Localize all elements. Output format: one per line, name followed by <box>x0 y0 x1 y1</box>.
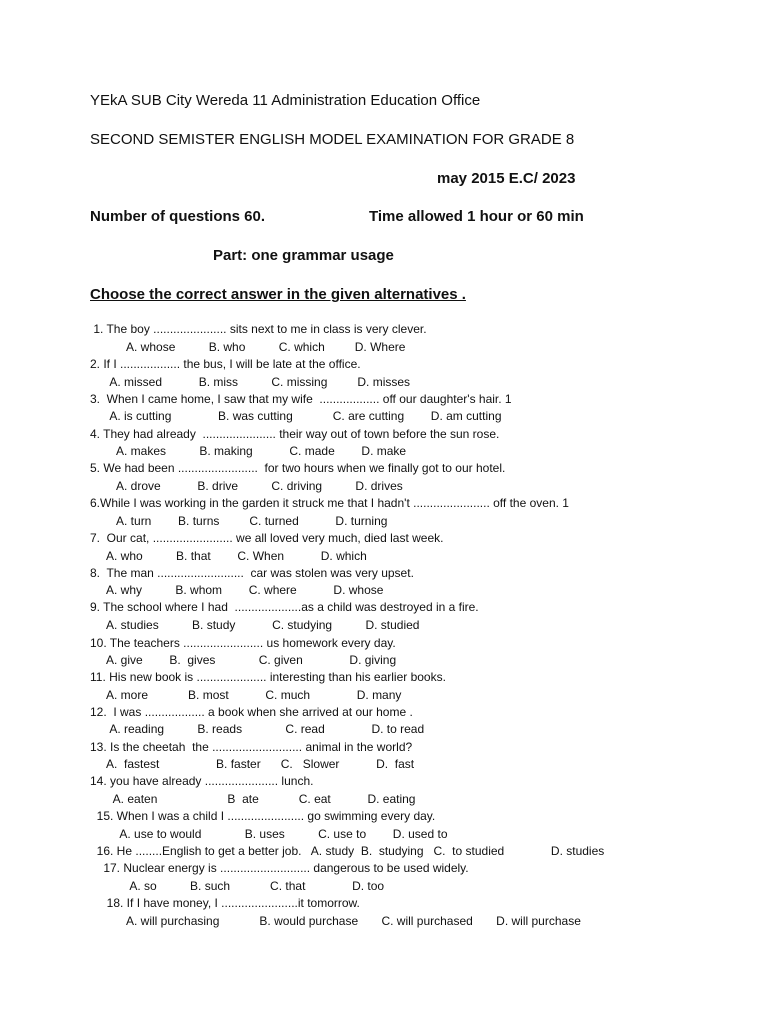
question-3: 3. When I came home, I saw that my wife .................. off our daughter's hair. 1 <box>90 392 512 406</box>
question-7-options: A. who B. that C. When D. which <box>90 549 367 563</box>
question-9: 9. The school where I had ....................as a child was destroyed in a fire. <box>90 600 479 614</box>
exam-title: SECOND SEMISTER ENGLISH MODEL EXAMINATION FOR GRADE 8 <box>90 131 575 148</box>
question-18: 18. If I have money, I .......................it tomorrow. <box>90 896 360 910</box>
question-16: 16. He ........English to get a better job. A. study B. studying C. to studied D. studies <box>90 844 605 858</box>
part-title: Part: one grammar usage <box>213 247 394 264</box>
question-2-options: A. missed B. miss C. missing D. misses <box>90 375 411 389</box>
question-4: 4. They had already ...................... their way out of town before the sun rose. <box>90 427 500 441</box>
question-9-options: A. studies B. study C. studying D. studied <box>90 618 420 632</box>
question-14: 14. you have already ...................... lunch. <box>90 774 314 788</box>
question-6: 6.While I was working in the garden it struck me that I hadn't ....................... off the oven. 1 <box>90 496 569 510</box>
question-15-options: A. use to would B. uses C. use to D. used to <box>90 827 448 841</box>
exam-date: may 2015 E.C/ 2023 <box>437 170 576 187</box>
question-17-options: A. so B. such C. that D. too <box>90 879 385 893</box>
question-5: 5. We had been ........................ for two hours when we finally got to our hotel. <box>90 461 506 475</box>
question-8-options: A. why B. whom C. where D. whose <box>90 583 384 597</box>
question-18-options: A. will purchasing B. would purchase C. will purchased D. will purchase <box>90 914 581 928</box>
question-4-options: A. makes B. making C. made D. make <box>90 444 407 458</box>
question-12: 12. I was .................. a book when she arrived at our home . <box>90 705 413 719</box>
question-2: 2. If I .................. the bus, I will be late at the office. <box>90 357 361 371</box>
question-1: 1. The boy ...................... sits next to me in class is very clever. <box>90 322 427 336</box>
question-5-options: A. drove B. drive C. driving D. drives <box>90 479 403 493</box>
question-11: 11. His new book is ..................... interesting than his earlier books. <box>90 670 446 684</box>
time-allowed: Time allowed 1 hour or 60 min <box>369 208 584 225</box>
question-14-options: A. eaten B ate C. eat D. eating <box>90 792 416 806</box>
instructions: Choose the correct answer in the given alternatives . <box>90 286 466 303</box>
question-1-options: A. whose B. who C. which D. Where <box>90 340 406 354</box>
question-3-options: A. is cutting B. was cutting C. are cutting D. am cutting <box>90 409 502 423</box>
question-13-options: A. fastest B. faster C. Slower D. fast <box>90 757 415 771</box>
question-17: 17. Nuclear energy is ........................... dangerous to be used widely. <box>90 861 469 875</box>
question-12-options: A. reading B. reads C. read D. to read <box>90 722 425 736</box>
office-header: YEkA SUB City Wereda 11 Administration Education Office <box>90 92 481 109</box>
question-13: 13. Is the cheetah the ........................... animal in the world? <box>90 740 413 754</box>
question-6-options: A. turn B. turns C. turned D. turning <box>90 514 388 528</box>
question-8: 8. The man .......................... car was stolen was very upset. <box>90 566 414 580</box>
question-11-options: A. more B. most C. much D. many <box>90 688 402 702</box>
number-of-questions: Number of questions 60. <box>90 208 266 225</box>
question-7: 7. Our cat, ........................ we all loved very much, died last week. <box>90 531 444 545</box>
question-10-options: A. give B. gives C. given D. giving <box>90 653 397 667</box>
question-10: 10. The teachers ........................ us homework every day. <box>90 636 396 650</box>
question-15: 15. When I was a child I ....................... go swimming every day. <box>90 809 436 823</box>
